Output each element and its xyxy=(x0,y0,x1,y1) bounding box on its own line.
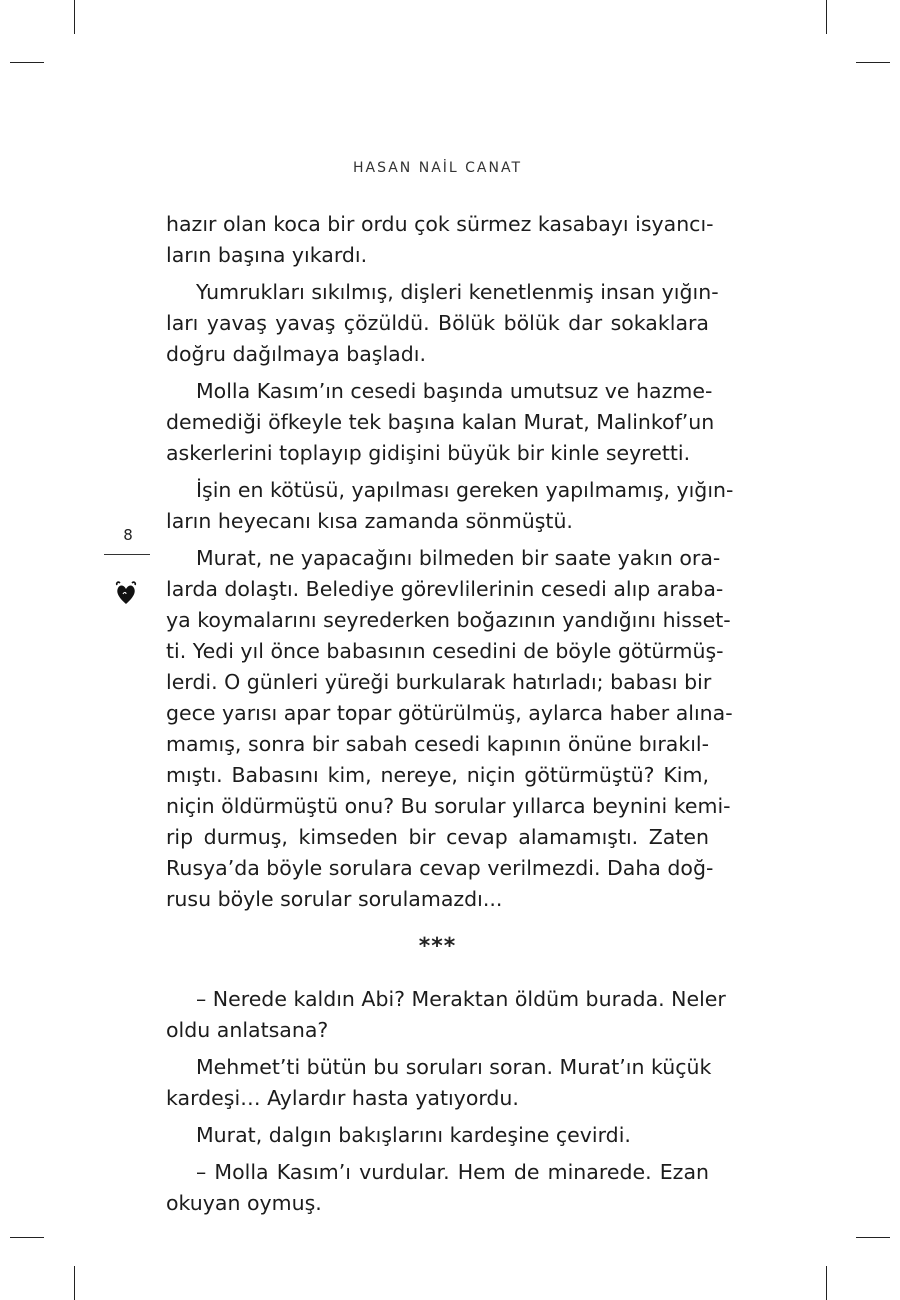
page-number-rule xyxy=(104,554,150,555)
paragraph xyxy=(166,209,714,271)
paragraph xyxy=(166,1157,709,1219)
paragraph xyxy=(166,543,733,915)
paragraph xyxy=(166,1120,709,1151)
text-line: Mehmet’ti bütün bu soruları soran. Murat’ın küçük xyxy=(196,1055,712,1079)
paragraph xyxy=(166,277,719,370)
text-line: oldu anlatsana? xyxy=(166,1018,329,1042)
crop-mark-top-left xyxy=(74,0,75,34)
text-line: doğru dağılmaya başladı. xyxy=(166,342,426,366)
paragraph xyxy=(166,475,734,537)
crop-mark-left-top xyxy=(10,62,44,63)
crop-mark-top-right xyxy=(826,0,827,34)
crop-mark-bottom-left xyxy=(74,1266,75,1300)
text-line: ti. Yedi yıl önce babasının cesedini de böyle götürmüş- xyxy=(166,639,724,663)
text-line: rusu böyle sorular sorulamazdı... xyxy=(166,887,503,911)
crop-mark-left-bottom xyxy=(10,1237,44,1238)
text-line: mıştı. Babasını kim, nereye, niçin götürmüştü? Kim, xyxy=(166,763,709,787)
text-line: İşin en kötüsü, yapılması gereken yapılmamış, yığın- xyxy=(196,478,734,502)
text-line: lerdi. O günleri yüreği burkularak hatırladı; babası bir xyxy=(166,670,712,694)
text-line: Molla Kasım’ın cesedi başında umutsuz ve hazme- xyxy=(196,379,713,403)
text-line: gece yarısı apar topar götürülmüş, aylarca haber alına- xyxy=(166,701,733,725)
paragraph xyxy=(166,376,715,469)
text-line: ya koymalarını seyrederken boğazının yandığını hisset- xyxy=(166,608,731,632)
crop-mark-bottom-right xyxy=(826,1266,827,1300)
paragraph xyxy=(166,1052,712,1114)
text-line: Rusya’da böyle sorulara cevap verilmezdi. Daha doğ- xyxy=(166,856,714,880)
text-line: – Molla Kasım’ı vurdular. Hem de minarede. Ezan xyxy=(196,1160,709,1184)
text-line: niçin öldürmüştü onu? Bu sorular yıllarca beynini kemi- xyxy=(166,794,731,818)
text-line: ları yavaş yavaş çözüldü. Bölük bölük dar sokaklara xyxy=(166,311,709,335)
text-line: Murat, dalgın bakışlarını kardeşine çevirdi. xyxy=(196,1123,631,1147)
text-line: ların başına yıkardı. xyxy=(166,243,368,267)
running-head: HASAN NAİL CANAT xyxy=(352,160,523,176)
section-separator: *** xyxy=(418,934,457,959)
crop-mark-right-top xyxy=(856,62,890,63)
page-number: 8 xyxy=(123,526,133,544)
text-line: askerlerini toplayıp gidişini büyük bir kinle seyretti. xyxy=(166,441,691,465)
text-line: ların heyecanı kısa zamanda sönmüştü. xyxy=(166,509,573,533)
body-text xyxy=(166,209,734,1225)
body-paragraphs-after-separator xyxy=(166,984,726,1219)
text-line: kardeşi… Aylardır hasta yatıyordu. xyxy=(166,1086,519,1110)
text-line: – Nerede kaldın Abi? Meraktan öldüm burada. Neler xyxy=(196,987,726,1011)
crop-mark-right-bottom xyxy=(856,1237,890,1238)
paragraph xyxy=(166,984,726,1046)
text-line: rip durmuş, kimseden bir cevap alamamıştı. Zaten xyxy=(166,825,709,849)
text-line: Murat, ne yapacağını bilmeden bir saate yakın ora- xyxy=(196,546,721,570)
heart-vine-ornament-icon xyxy=(114,580,138,610)
text-line: hazır olan koca bir ordu çok sürmez kasabayı isyancı- xyxy=(166,212,714,236)
text-line: mamış, sonra bir sabah cesedi kapının önüne bırakıl- xyxy=(166,732,709,756)
text-line: okuyan oymuş. xyxy=(166,1191,322,1215)
text-line: larda dolaştı. Belediye görevlilerinin cesedi alıp araba- xyxy=(166,577,724,601)
body-paragraphs-before-separator xyxy=(166,209,734,915)
text-line: Yumrukları sıkılmış, dişleri kenetlenmiş insan yığın- xyxy=(196,280,719,304)
text-line: demediği öfkeyle tek başına kalan Murat, Malinkof’un xyxy=(166,410,715,434)
